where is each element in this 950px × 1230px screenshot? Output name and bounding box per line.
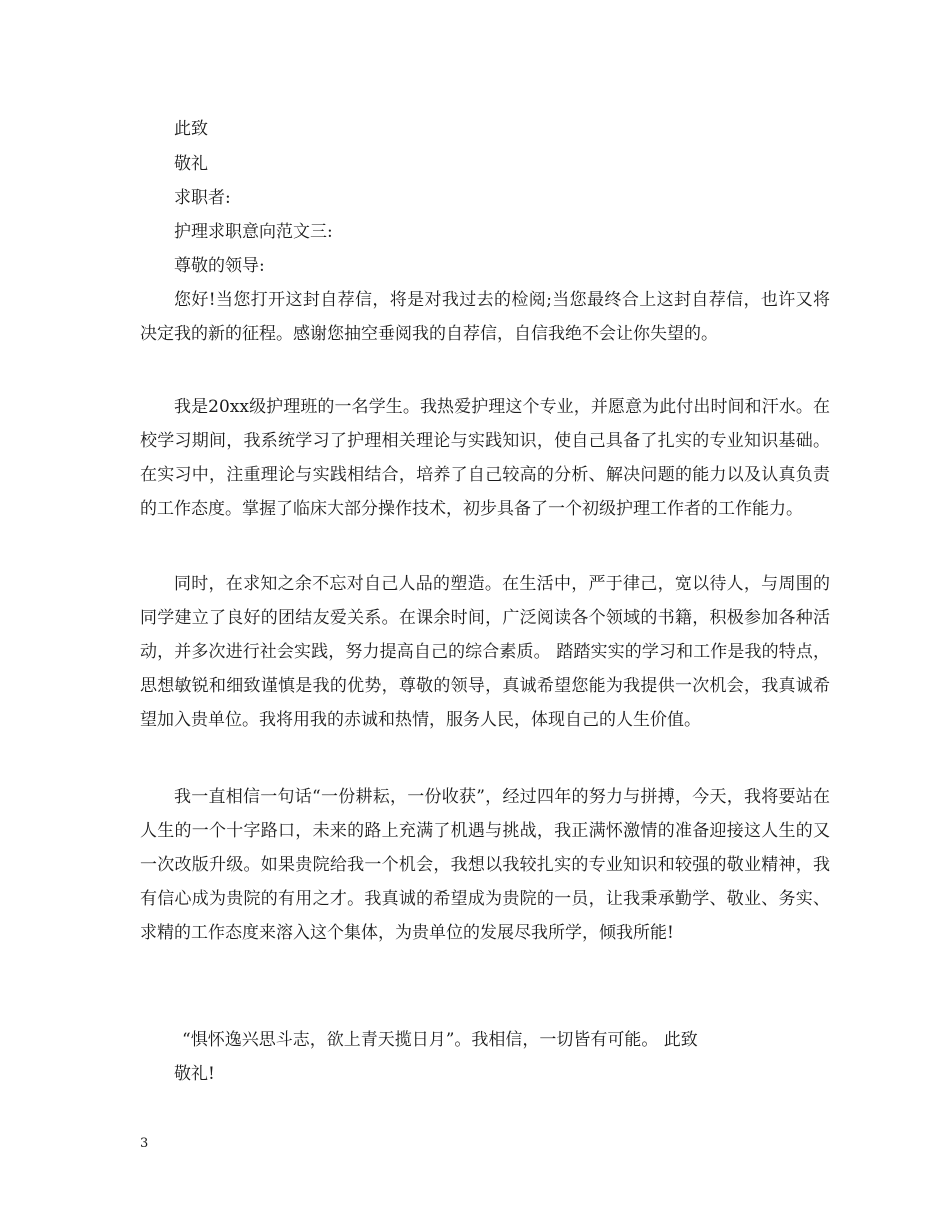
quote-line: “惧怀逸兴思斗志，欲上青天揽日月”。我相信，一切皆有可能。 此致 <box>182 1030 698 1050</box>
greeting: 尊敬的领导: <box>174 256 265 276</box>
paragraph-aspiration: 我一直相信一句话“一份耕耘，一份收获”，经过四年的努力与拼搏，今天，我将要站在人生的一个十字路口，未来的路上充满了机遇与挑战，我正满怀激情的准备迎接这人生的又一次改版升级。如果贵院给我一个机会，我想以我较扎实的专业知识和较强的敬业精神，我有信心成为贵院的有用之才。我真诚的希望成为贵院的一员，让我秉承勤学、敬业、务实、求精的工作态度来溶入这个集体，为贵单位的发展尽我所学，倾我所能! <box>140 787 830 943</box>
paragraph-character: 同时，在求知之余不忘对自己人品的塑造。在生活中，严于律己，宽以待人，与周围的同学建立了良好的团结友爱关系。在课余时间，广泛阅读各个领域的书籍，积极参加各种活动，并多次进行社会实践，努力提高自己的综合素质。 踏踏实实的学习和工作是我的特点，思想敏锐和细致谨慎是我的优势，尊敬的领导，真诚希望您能为我提供一次机会，我真诚希望加入贵单位。我将用我的赤诚和热情，服务人民，体现自己的人生价值。 <box>140 574 830 730</box>
applicant-label: 求职者: <box>174 188 231 208</box>
paragraph-intro: 您好!当您打开这封自荐信，将是对我过去的检阅;当您最终合上这封自荐信，也许又将决定我的新的征程。感谢您抽空垂阅我的自荐信，自信我绝不会让你失望的。 <box>140 290 830 344</box>
page-number: 3 <box>140 1136 149 1151</box>
salute-top: 敬礼 <box>174 154 208 174</box>
section-title: 护理求职意向范文三: <box>174 222 333 242</box>
closing-top: 此致 <box>174 119 208 139</box>
salute-bottom: 敬礼! <box>174 1064 215 1084</box>
paragraph-education: 我是20xx级护理班的一名学生。我热爱护理这个专业，并愿意为此付出时间和汗水。在校学习期间，我系统学习了护理相关理论与实践知识，使自己具备了扎实的专业知识基础。在实习中，注重理论与实践相结合，培养了自己较高的分析、解决问题的能力以及认真负责的工作态度。掌握了临床大部分操作技术，初步具备了一个初级护理工作者的工作能力。 <box>140 397 830 519</box>
